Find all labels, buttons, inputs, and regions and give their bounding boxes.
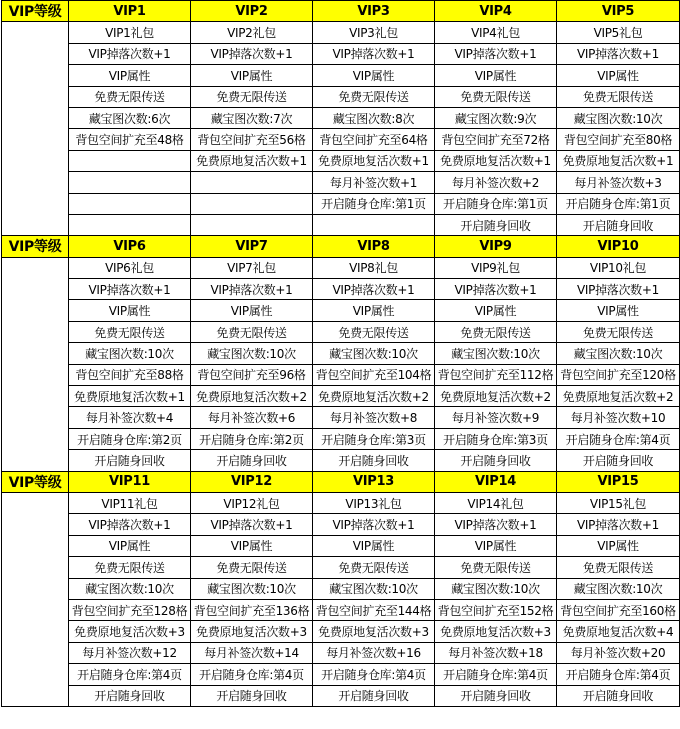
perk-cell: VIP掉落次数+1 [435, 514, 557, 535]
perk-cell: VIP15礼包 [557, 492, 680, 513]
vip-level-column-header: VIP12 [191, 471, 313, 492]
vip-level-header: VIP等级 [2, 236, 69, 257]
perk-cell: 每月补签次数+4 [69, 407, 191, 428]
perk-cell: 背包空间扩充至72格 [435, 129, 557, 150]
perk-cell: 开启随身回收 [313, 685, 435, 706]
vip-level-column-header: VIP1 [69, 1, 191, 22]
perk-cell: VIP属性 [191, 535, 313, 556]
perk-cell: 藏宝图次数:10次 [69, 343, 191, 364]
perk-cell: 背包空间扩充至48格 [69, 129, 191, 150]
perk-cell: VIP属性 [557, 535, 680, 556]
table-row [2, 428, 680, 449]
perk-cell: VIP掉落次数+1 [435, 279, 557, 300]
perk-cell: 免费原地复活次数+1 [435, 150, 557, 171]
perk-cell: 开启随身仓库:第4页 [191, 664, 313, 685]
perk-cell: 免费无限传送 [69, 557, 191, 578]
perk-cell: VIP属性 [69, 535, 191, 556]
perk-cell: VIP掉落次数+1 [69, 514, 191, 535]
perk-cell: 免费无限传送 [435, 557, 557, 578]
perk-cell: 免费原地复活次数+2 [557, 386, 680, 407]
vip-level-column-header: VIP6 [69, 236, 191, 257]
perk-cell: 藏宝图次数:10次 [557, 343, 680, 364]
perk-cell: VIP属性 [313, 65, 435, 86]
perk-cell: 开启随身仓库:第4页 [557, 428, 680, 449]
empty-cell [69, 150, 191, 171]
perk-cell: 开启随身仓库:第4页 [69, 664, 191, 685]
perk-cell: 藏宝图次数:6次 [69, 107, 191, 128]
perk-cell: 开启随身仓库:第2页 [191, 428, 313, 449]
perk-cell: VIP12礼包 [191, 492, 313, 513]
table-row [2, 300, 680, 321]
perk-cell: VIP属性 [557, 300, 680, 321]
perk-cell: 藏宝图次数:10次 [191, 578, 313, 599]
perk-cell: 开启随身回收 [313, 450, 435, 471]
perk-cell: 免费原地复活次数+1 [191, 150, 313, 171]
vip-level-column-header: VIP13 [313, 471, 435, 492]
vip-level-column-header: VIP3 [313, 1, 435, 22]
perk-cell: 开启随身仓库:第1页 [557, 193, 680, 214]
perk-cell: 开启随身回收 [557, 214, 680, 235]
perk-cell: 背包空间扩充至112格 [435, 364, 557, 385]
perk-cell: 每月补签次数+9 [435, 407, 557, 428]
perk-cell: 每月补签次数+14 [191, 642, 313, 663]
perk-cell: 背包空间扩充至88格 [69, 364, 191, 385]
perk-cell: 免费无限传送 [313, 557, 435, 578]
vip-header-row [2, 236, 680, 257]
perk-cell: 背包空间扩充至160格 [557, 599, 680, 620]
perk-cell: VIP11礼包 [69, 492, 191, 513]
vip-level-column-header: VIP2 [191, 1, 313, 22]
perk-cell: 每月补签次数+10 [557, 407, 680, 428]
perk-cell: VIP属性 [313, 300, 435, 321]
perk-cell: 免费无限传送 [557, 321, 680, 342]
empty-cell [69, 214, 191, 235]
table-row [2, 172, 680, 193]
perk-cell: 免费无限传送 [557, 557, 680, 578]
perk-cell: 藏宝图次数:10次 [435, 343, 557, 364]
perk-cell: VIP8礼包 [313, 257, 435, 278]
perk-cell: 每月补签次数+12 [69, 642, 191, 663]
perk-cell: 开启随身回收 [435, 685, 557, 706]
vip-header-row [2, 1, 680, 22]
perk-cell: 每月补签次数+3 [557, 172, 680, 193]
table-row [2, 193, 680, 214]
perk-cell: 开启随身仓库:第4页 [557, 664, 680, 685]
table-row [2, 364, 680, 385]
perk-cell: 背包空间扩充至104格 [313, 364, 435, 385]
perk-cell: VIP属性 [313, 535, 435, 556]
empty-cell [191, 193, 313, 214]
perk-cell: 藏宝图次数:10次 [557, 107, 680, 128]
perk-cell: VIP掉落次数+1 [557, 279, 680, 300]
table-row [2, 257, 680, 278]
vip-level-header: VIP等级 [2, 471, 69, 492]
perk-cell: 背包空间扩充至56格 [191, 129, 313, 150]
table-row [2, 386, 680, 407]
perk-cell: 背包空间扩充至152格 [435, 599, 557, 620]
perk-cell: 藏宝图次数:9次 [435, 107, 557, 128]
perk-cell: VIP2礼包 [191, 22, 313, 43]
table-row [2, 22, 680, 43]
perk-cell: VIP属性 [557, 65, 680, 86]
perk-cell: 背包空间扩充至64格 [313, 129, 435, 150]
perk-cell: VIP掉落次数+1 [557, 43, 680, 64]
perk-cell: VIP9礼包 [435, 257, 557, 278]
vip-level-column-header: VIP9 [435, 236, 557, 257]
vip-level-column-header: VIP15 [557, 471, 680, 492]
perk-cell: 每月补签次数+8 [313, 407, 435, 428]
table-row [2, 321, 680, 342]
perk-cell: 藏宝图次数:10次 [191, 343, 313, 364]
empty-cell [69, 193, 191, 214]
perk-cell: 免费原地复活次数+2 [191, 386, 313, 407]
perk-cell: VIP掉落次数+1 [191, 279, 313, 300]
perk-cell: VIP属性 [69, 300, 191, 321]
table-row [2, 107, 680, 128]
perk-cell: 免费无限传送 [313, 321, 435, 342]
table-row [2, 407, 680, 428]
perk-cell: 藏宝图次数:10次 [313, 343, 435, 364]
table-row [2, 535, 680, 556]
empty-cell [191, 214, 313, 235]
table-row [2, 279, 680, 300]
perk-cell: VIP1礼包 [69, 22, 191, 43]
perk-cell: VIP掉落次数+1 [313, 43, 435, 64]
perk-cell: VIP掉落次数+1 [435, 43, 557, 64]
table-row [2, 43, 680, 64]
table-row [2, 129, 680, 150]
perk-cell: VIP4礼包 [435, 22, 557, 43]
table-row [2, 685, 680, 706]
perk-cell: VIP7礼包 [191, 257, 313, 278]
perk-cell: 每月补签次数+6 [191, 407, 313, 428]
perk-cell: 开启随身仓库:第3页 [313, 428, 435, 449]
vip-header-row [2, 471, 680, 492]
table-row [2, 214, 680, 235]
perk-cell: 每月补签次数+2 [435, 172, 557, 193]
perk-cell: VIP13礼包 [313, 492, 435, 513]
perk-cell: 免费原地复活次数+2 [313, 386, 435, 407]
perk-cell: VIP6礼包 [69, 257, 191, 278]
perk-cell: 每月补签次数+18 [435, 642, 557, 663]
table-row [2, 450, 680, 471]
vip-level-column-header: VIP8 [313, 236, 435, 257]
perk-cell: VIP掉落次数+1 [191, 43, 313, 64]
table-row [2, 343, 680, 364]
perk-cell: VIP掉落次数+1 [69, 43, 191, 64]
perk-cell: 藏宝图次数:8次 [313, 107, 435, 128]
perk-cell: 藏宝图次数:10次 [557, 578, 680, 599]
perk-cell: 背包空间扩充至144格 [313, 599, 435, 620]
perk-cell: VIP14礼包 [435, 492, 557, 513]
perk-cell: 免费原地复活次数+3 [191, 621, 313, 642]
perk-cell: 免费无限传送 [435, 86, 557, 107]
perk-cell: 开启随身仓库:第3页 [435, 428, 557, 449]
perk-cell: VIP3礼包 [313, 22, 435, 43]
perk-cell: 免费无限传送 [69, 321, 191, 342]
perk-cell: VIP属性 [435, 65, 557, 86]
perk-cell: VIP属性 [435, 535, 557, 556]
perk-cell: VIP掉落次数+1 [191, 514, 313, 535]
perk-cell: 背包空间扩充至128格 [69, 599, 191, 620]
perk-cell: 开启随身仓库:第4页 [435, 664, 557, 685]
perk-cell: VIP掉落次数+1 [313, 514, 435, 535]
level-label-spacer [2, 257, 69, 471]
vip-level-column-header: VIP4 [435, 1, 557, 22]
perk-cell: 免费原地复活次数+4 [557, 621, 680, 642]
perk-cell: 每月补签次数+20 [557, 642, 680, 663]
perk-cell: 开启随身回收 [557, 685, 680, 706]
table-row [2, 578, 680, 599]
perk-cell: VIP属性 [435, 300, 557, 321]
perk-cell: 免费原地复活次数+3 [435, 621, 557, 642]
perk-cell: 免费无限传送 [69, 86, 191, 107]
table-row [2, 86, 680, 107]
perk-cell: 背包空间扩充至80格 [557, 129, 680, 150]
perk-cell: 开启随身回收 [69, 450, 191, 471]
perk-cell: 免费无限传送 [435, 321, 557, 342]
vip-level-column-header: VIP14 [435, 471, 557, 492]
table-row [2, 492, 680, 513]
perk-cell: 免费原地复活次数+3 [69, 621, 191, 642]
vip-level-column-header: VIP11 [69, 471, 191, 492]
perk-cell: 免费原地复活次数+2 [435, 386, 557, 407]
perk-cell: VIP属性 [191, 300, 313, 321]
perk-cell: 背包空间扩充至120格 [557, 364, 680, 385]
empty-cell [69, 172, 191, 193]
perk-cell: 开启随身仓库:第1页 [313, 193, 435, 214]
perk-cell: 免费原地复活次数+3 [313, 621, 435, 642]
perk-cell: 免费无限传送 [191, 557, 313, 578]
perk-cell: 开启随身回收 [191, 685, 313, 706]
perk-cell: 免费无限传送 [191, 321, 313, 342]
perk-cell: 免费无限传送 [557, 86, 680, 107]
perk-cell: VIP10礼包 [557, 257, 680, 278]
vip-level-column-header: VIP7 [191, 236, 313, 257]
perk-cell: VIP属性 [191, 65, 313, 86]
perk-cell: 每月补签次数+16 [313, 642, 435, 663]
vip-level-table [1, 0, 680, 707]
perk-cell: VIP属性 [69, 65, 191, 86]
perk-cell: VIP5礼包 [557, 22, 680, 43]
table-row [2, 664, 680, 685]
level-label-spacer [2, 22, 69, 236]
table-row [2, 642, 680, 663]
perk-cell: 开启随身仓库:第1页 [435, 193, 557, 214]
perk-cell: 背包空间扩充至136格 [191, 599, 313, 620]
perk-cell: 免费原地复活次数+1 [557, 150, 680, 171]
perk-cell: 藏宝图次数:10次 [69, 578, 191, 599]
perk-cell: 免费原地复活次数+1 [69, 386, 191, 407]
vip-table-body [2, 1, 680, 707]
perk-cell: 免费原地复活次数+1 [313, 150, 435, 171]
perk-cell: 每月补签次数+1 [313, 172, 435, 193]
perk-cell: 开启随身回收 [191, 450, 313, 471]
perk-cell: 免费无限传送 [191, 86, 313, 107]
perk-cell: 藏宝图次数:7次 [191, 107, 313, 128]
table-row [2, 557, 680, 578]
perk-cell: VIP掉落次数+1 [313, 279, 435, 300]
perk-cell: 开启随身回收 [557, 450, 680, 471]
perk-cell: 开启随身仓库:第4页 [313, 664, 435, 685]
perk-cell: 藏宝图次数:10次 [435, 578, 557, 599]
table-row [2, 599, 680, 620]
perk-cell: 背包空间扩充至96格 [191, 364, 313, 385]
perk-cell: VIP掉落次数+1 [557, 514, 680, 535]
perk-cell: 开启随身仓库:第2页 [69, 428, 191, 449]
vip-level-column-header: VIP5 [557, 1, 680, 22]
table-row [2, 514, 680, 535]
perk-cell: 开启随身回收 [435, 450, 557, 471]
table-row [2, 65, 680, 86]
vip-level-column-header: VIP10 [557, 236, 680, 257]
empty-cell [191, 172, 313, 193]
perk-cell: 藏宝图次数:10次 [313, 578, 435, 599]
level-label-spacer [2, 492, 69, 706]
perk-cell: 免费无限传送 [313, 86, 435, 107]
table-row [2, 621, 680, 642]
table-row [2, 150, 680, 171]
perk-cell: VIP掉落次数+1 [69, 279, 191, 300]
perk-cell: 开启随身回收 [69, 685, 191, 706]
empty-cell [313, 214, 435, 235]
perk-cell: 开启随身回收 [435, 214, 557, 235]
vip-level-header: VIP等级 [2, 1, 69, 22]
